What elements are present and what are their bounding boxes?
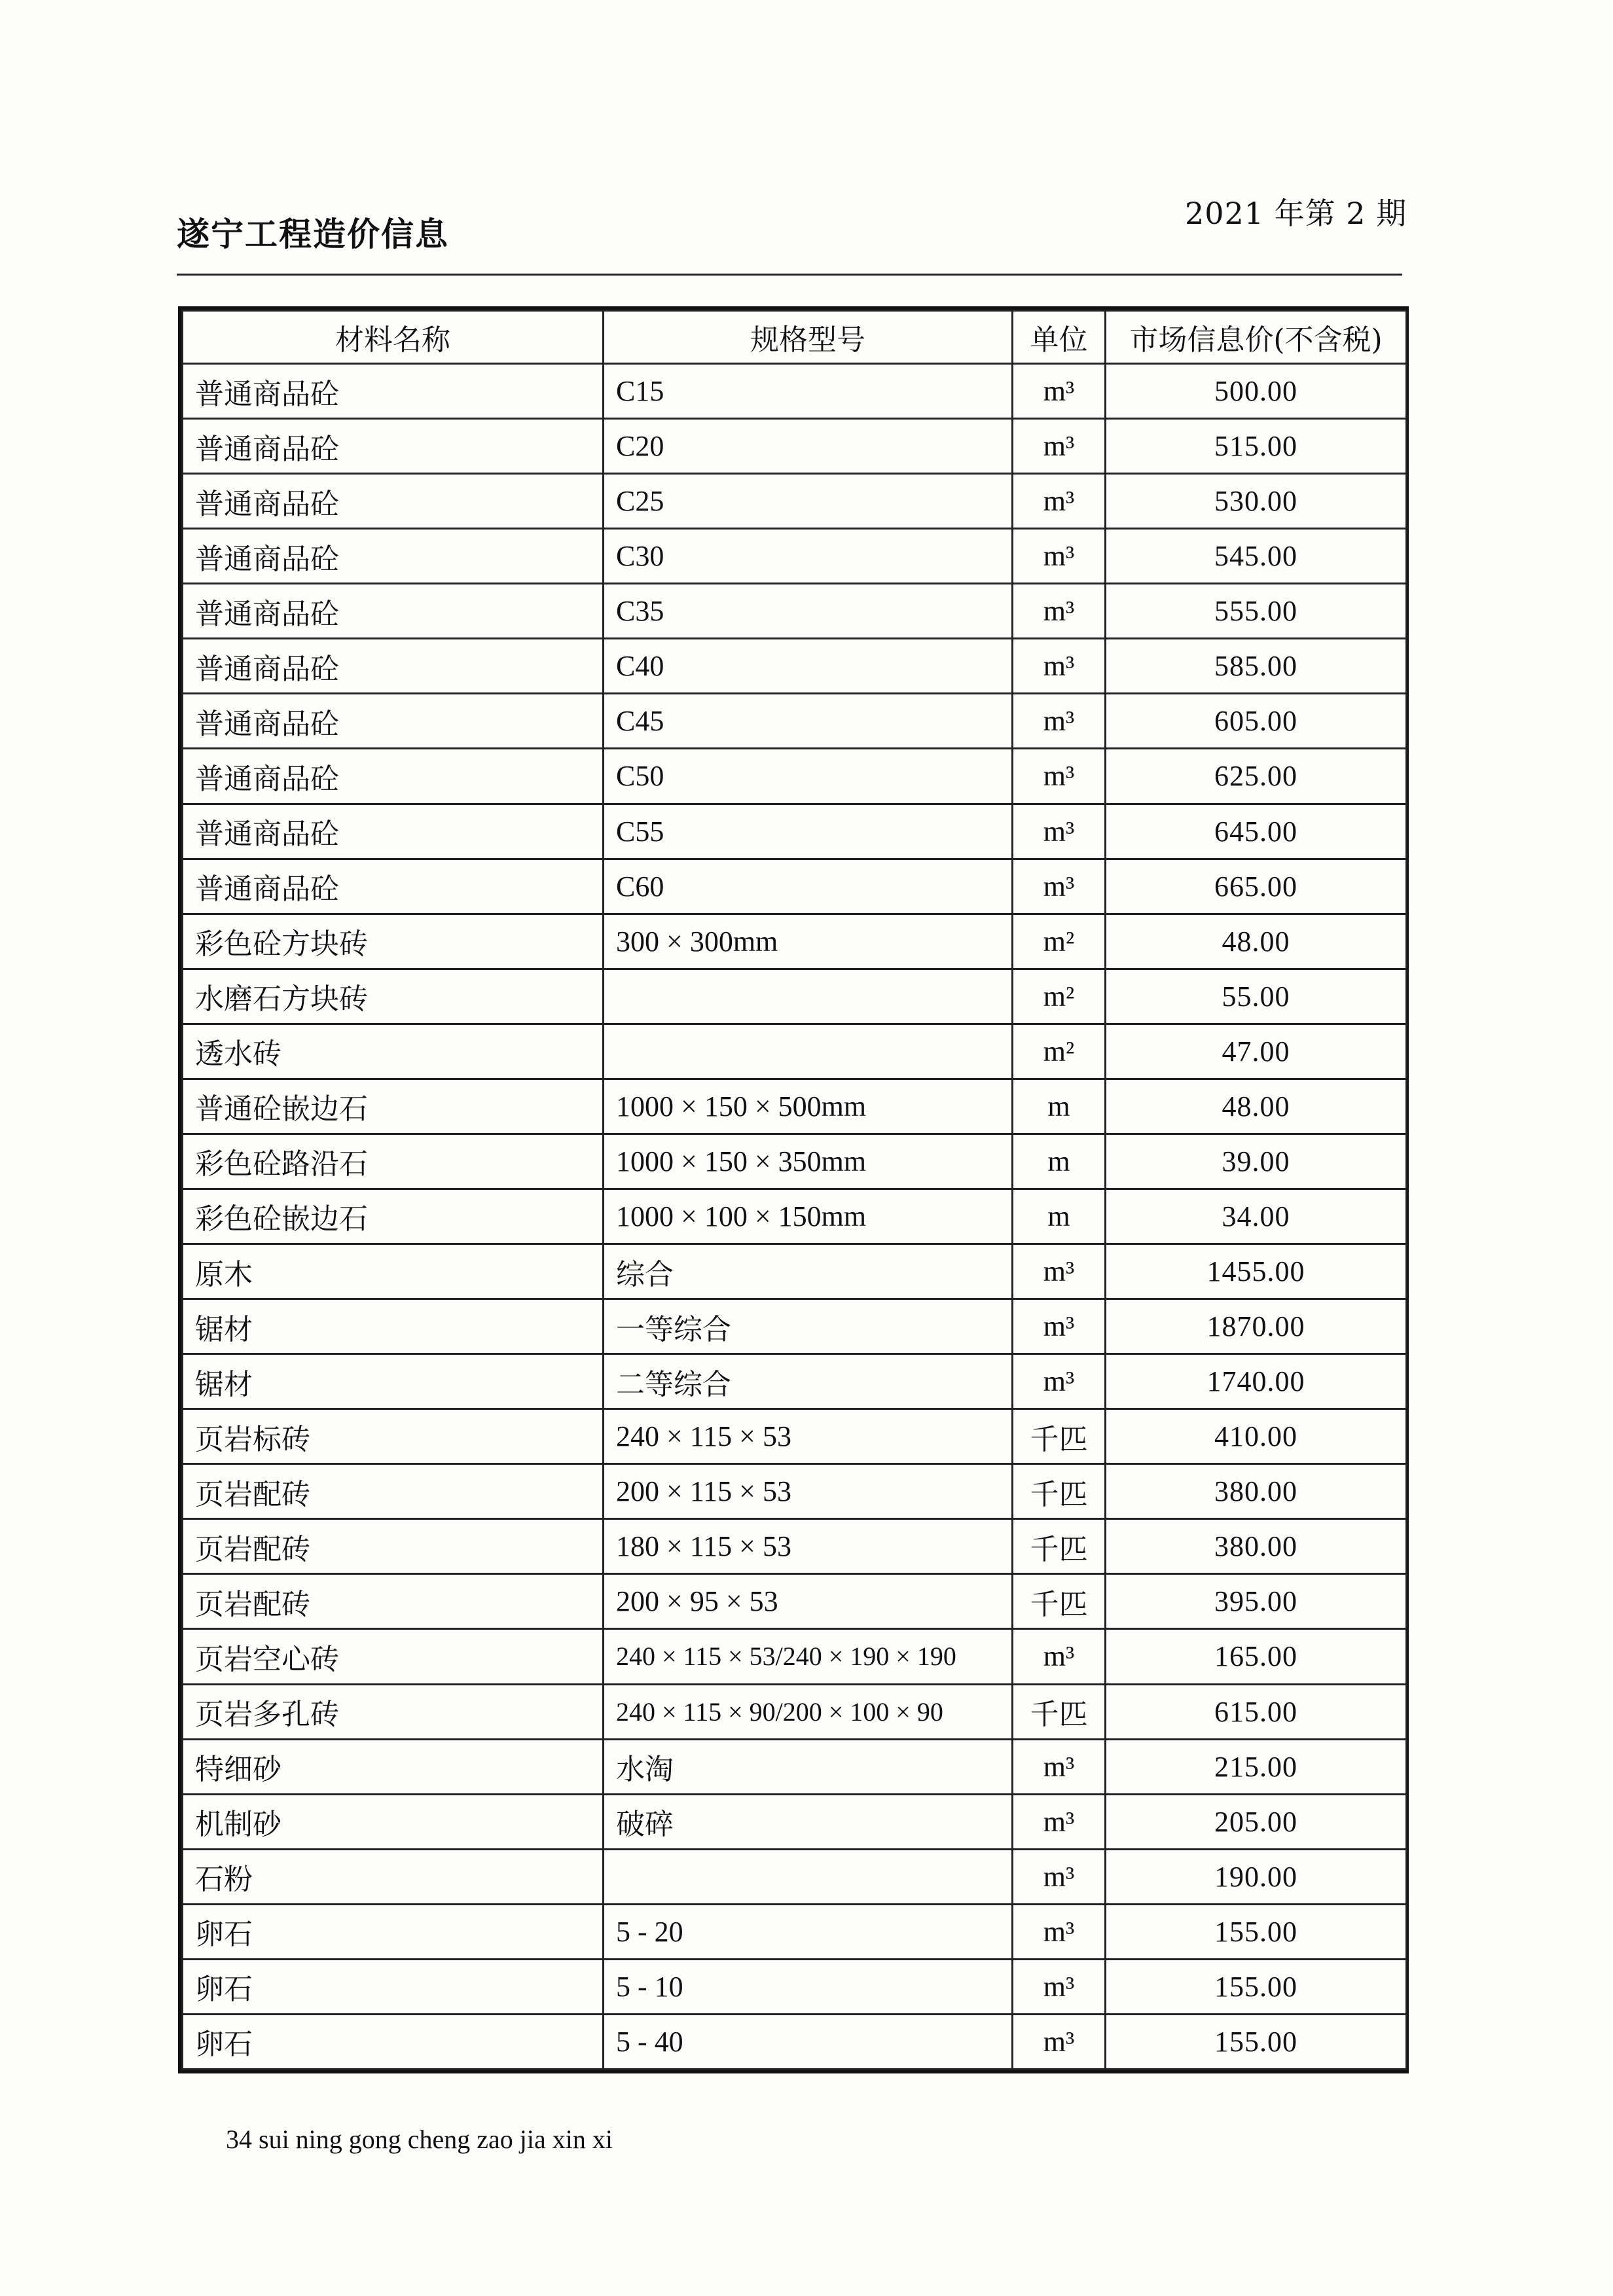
table-row — [183, 1849, 1407, 1904]
table-row — [183, 1299, 1407, 1354]
unit-cell: m² — [1013, 969, 1106, 1024]
material-name-cell: 普通商品砼 — [183, 859, 604, 914]
unit-cell: 千匹 — [1013, 1464, 1106, 1519]
unit-cell: m³ — [1013, 529, 1106, 584]
material-name-cell: 彩色砼方块砖 — [183, 914, 604, 969]
table-row — [183, 859, 1407, 914]
material-name-cell: 普通商品砼 — [183, 639, 604, 694]
spec-cell: C60 — [604, 859, 1013, 914]
material-name-cell: 页岩配砖 — [183, 1574, 604, 1629]
price-cell: 530.00 — [1106, 474, 1407, 529]
spec-cell: 1000 × 100 × 150mm — [604, 1189, 1013, 1244]
spec-cell: 综合 — [604, 1244, 1013, 1299]
unit-cell: m³ — [1013, 1794, 1106, 1849]
unit-cell: m³ — [1013, 1629, 1106, 1684]
price-cell: 545.00 — [1106, 529, 1407, 584]
spec-cell: C15 — [604, 364, 1013, 419]
material-name-cell: 机制砂 — [183, 1794, 604, 1849]
spec-cell: C45 — [604, 694, 1013, 749]
price-cell: 165.00 — [1106, 1629, 1407, 1684]
spec-cell: 240 × 115 × 53 — [604, 1409, 1013, 1464]
spec-cell: 1000 × 150 × 500mm — [604, 1079, 1013, 1134]
material-name-cell: 卵石 — [183, 1959, 604, 2014]
price-cell: 410.00 — [1106, 1409, 1407, 1464]
material-name-cell: 水磨石方块砖 — [183, 969, 604, 1024]
table-row — [183, 804, 1407, 859]
spec-cell: 240 × 115 × 90/200 × 100 × 90 — [604, 1684, 1013, 1739]
spec-cell: 破碎 — [604, 1794, 1013, 1849]
spec-cell: C20 — [604, 419, 1013, 474]
table-row — [183, 914, 1407, 969]
material-name-cell: 锯材 — [183, 1299, 604, 1354]
spec-cell: 200 × 115 × 53 — [604, 1464, 1013, 1519]
spec-cell: C55 — [604, 804, 1013, 859]
price-cell: 155.00 — [1106, 1959, 1407, 2014]
unit-cell: m³ — [1013, 1849, 1106, 1904]
price-cell: 55.00 — [1106, 969, 1407, 1024]
price-cell: 48.00 — [1106, 1079, 1407, 1134]
material-name-cell: 页岩配砖 — [183, 1519, 604, 1574]
table-row — [183, 1629, 1407, 1684]
unit-cell: m³ — [1013, 1354, 1106, 1409]
unit-cell: m³ — [1013, 1739, 1106, 1794]
table-header-row — [183, 311, 1407, 364]
unit-cell: 千匹 — [1013, 1574, 1106, 1629]
unit-cell: m³ — [1013, 419, 1106, 474]
spec-cell: C35 — [604, 584, 1013, 639]
header-divider — [177, 274, 1402, 276]
price-cell: 615.00 — [1106, 1684, 1407, 1739]
unit-cell: 千匹 — [1013, 1409, 1106, 1464]
table-row — [183, 1904, 1407, 1959]
table-row — [183, 1959, 1407, 2014]
spec-cell: 5 - 10 — [604, 1959, 1013, 2014]
unit-cell: 千匹 — [1013, 1519, 1106, 1574]
column-header-unit: 单位 — [1013, 311, 1106, 364]
spec-cell: C40 — [604, 639, 1013, 694]
table-row — [183, 2014, 1407, 2069]
column-header-material: 材料名称 — [183, 311, 604, 364]
price-cell: 34.00 — [1106, 1189, 1407, 1244]
price-cell: 645.00 — [1106, 804, 1407, 859]
spec-cell: 180 × 115 × 53 — [604, 1519, 1013, 1574]
unit-cell: m³ — [1013, 749, 1106, 804]
price-cell: 215.00 — [1106, 1739, 1407, 1794]
issue-number: 2021 年第 2 期 — [1185, 196, 1407, 231]
spec-cell: 5 - 20 — [604, 1904, 1013, 1959]
spec-cell — [604, 1024, 1013, 1079]
unit-cell: m³ — [1013, 364, 1106, 419]
table-row — [183, 1244, 1407, 1299]
spec-cell: 240 × 115 × 53/240 × 190 × 190 — [604, 1629, 1013, 1684]
unit-cell: m³ — [1013, 1299, 1106, 1354]
price-table-container — [178, 306, 1409, 2073]
column-header-spec: 规格型号 — [604, 311, 1013, 364]
price-cell: 155.00 — [1106, 1904, 1407, 1959]
table-row — [183, 1794, 1407, 1849]
table-row — [183, 639, 1407, 694]
spec-cell: 200 × 95 × 53 — [604, 1574, 1013, 1629]
unit-cell: m³ — [1013, 584, 1106, 639]
price-cell: 605.00 — [1106, 694, 1407, 749]
unit-cell: m — [1013, 1189, 1106, 1244]
price-cell: 1740.00 — [1106, 1354, 1407, 1409]
price-cell: 155.00 — [1106, 2014, 1407, 2069]
material-name-cell: 普通砼嵌边石 — [183, 1079, 604, 1134]
price-cell: 1870.00 — [1106, 1299, 1407, 1354]
table-row — [183, 1354, 1407, 1409]
spec-cell — [604, 969, 1013, 1024]
material-name-cell: 彩色砼路沿石 — [183, 1134, 604, 1189]
material-name-cell: 普通商品砼 — [183, 474, 604, 529]
material-name-cell: 普通商品砼 — [183, 364, 604, 419]
material-name-cell: 石粉 — [183, 1849, 604, 1904]
price-cell: 395.00 — [1106, 1574, 1407, 1629]
price-cell: 39.00 — [1106, 1134, 1407, 1189]
table-row — [183, 474, 1407, 529]
material-name-cell: 卵石 — [183, 1904, 604, 1959]
table-row — [183, 1739, 1407, 1794]
material-name-cell: 页岩标砖 — [183, 1409, 604, 1464]
price-cell: 625.00 — [1106, 749, 1407, 804]
table-row — [183, 1409, 1407, 1464]
spec-cell — [604, 1849, 1013, 1904]
unit-cell: m³ — [1013, 474, 1106, 529]
material-name-cell: 透水砖 — [183, 1024, 604, 1079]
unit-cell: 千匹 — [1013, 1684, 1106, 1739]
price-cell: 555.00 — [1106, 584, 1407, 639]
spec-cell: 水淘 — [604, 1739, 1013, 1794]
price-cell: 190.00 — [1106, 1849, 1407, 1904]
price-cell: 380.00 — [1106, 1464, 1407, 1519]
unit-cell: m² — [1013, 1024, 1106, 1079]
publication-title: 遂宁工程造价信息 — [177, 215, 449, 253]
spec-cell: C25 — [604, 474, 1013, 529]
material-name-cell: 特细砂 — [183, 1739, 604, 1794]
table-row — [183, 969, 1407, 1024]
price-cell: 500.00 — [1106, 364, 1407, 419]
spec-cell: 5 - 40 — [604, 2014, 1013, 2069]
spec-cell: 二等综合 — [604, 1354, 1013, 1409]
unit-cell: m³ — [1013, 804, 1106, 859]
material-name-cell: 原木 — [183, 1244, 604, 1299]
unit-cell: m³ — [1013, 1244, 1106, 1299]
unit-cell: m³ — [1013, 2014, 1106, 2069]
table-row — [183, 1134, 1407, 1189]
table-row — [183, 1189, 1407, 1244]
price-cell: 515.00 — [1106, 419, 1407, 474]
price-cell: 205.00 — [1106, 1794, 1407, 1849]
unit-cell: m³ — [1013, 1904, 1106, 1959]
material-name-cell: 普通商品砼 — [183, 749, 604, 804]
table-row — [183, 1079, 1407, 1134]
price-cell: 380.00 — [1106, 1519, 1407, 1574]
page-footer: 34 sui ning gong cheng zao jia xin xi — [226, 2125, 613, 2154]
price-cell: 585.00 — [1106, 639, 1407, 694]
unit-cell: m³ — [1013, 639, 1106, 694]
material-name-cell: 锯材 — [183, 1354, 604, 1409]
table-row — [183, 529, 1407, 584]
table-row — [183, 419, 1407, 474]
table-row — [183, 1464, 1407, 1519]
table-row — [183, 1519, 1407, 1574]
material-name-cell: 普通商品砼 — [183, 419, 604, 474]
table-row — [183, 749, 1407, 804]
material-name-cell: 卵石 — [183, 2014, 604, 2069]
spec-cell: 一等综合 — [604, 1299, 1013, 1354]
table-body — [183, 364, 1407, 2070]
table-row — [183, 1024, 1407, 1079]
spec-cell: 300 × 300mm — [604, 914, 1013, 969]
unit-cell: m — [1013, 1079, 1106, 1134]
spec-cell: C50 — [604, 749, 1013, 804]
unit-cell: m — [1013, 1134, 1106, 1189]
unit-cell: m³ — [1013, 694, 1106, 749]
spec-cell: C30 — [604, 529, 1013, 584]
material-name-cell: 普通商品砼 — [183, 529, 604, 584]
material-name-cell: 普通商品砼 — [183, 694, 604, 749]
price-cell: 1455.00 — [1106, 1244, 1407, 1299]
price-cell: 665.00 — [1106, 859, 1407, 914]
price-cell: 48.00 — [1106, 914, 1407, 969]
table-row — [183, 584, 1407, 639]
material-name-cell: 页岩多孔砖 — [183, 1684, 604, 1739]
table-row — [183, 1574, 1407, 1629]
column-header-price: 市场信息价(不含税) — [1106, 311, 1407, 364]
unit-cell: m³ — [1013, 1959, 1106, 2014]
material-name-cell: 普通商品砼 — [183, 584, 604, 639]
spec-cell: 1000 × 150 × 350mm — [604, 1134, 1013, 1189]
unit-cell: m³ — [1013, 859, 1106, 914]
unit-cell: m² — [1013, 914, 1106, 969]
price-cell: 47.00 — [1106, 1024, 1407, 1079]
price-table — [181, 310, 1407, 2070]
material-name-cell: 页岩配砖 — [183, 1464, 604, 1519]
table-row — [183, 1684, 1407, 1739]
table-row — [183, 364, 1407, 419]
material-name-cell: 彩色砼嵌边石 — [183, 1189, 604, 1244]
material-name-cell: 普通商品砼 — [183, 804, 604, 859]
material-name-cell: 页岩空心砖 — [183, 1629, 604, 1684]
table-row — [183, 694, 1407, 749]
